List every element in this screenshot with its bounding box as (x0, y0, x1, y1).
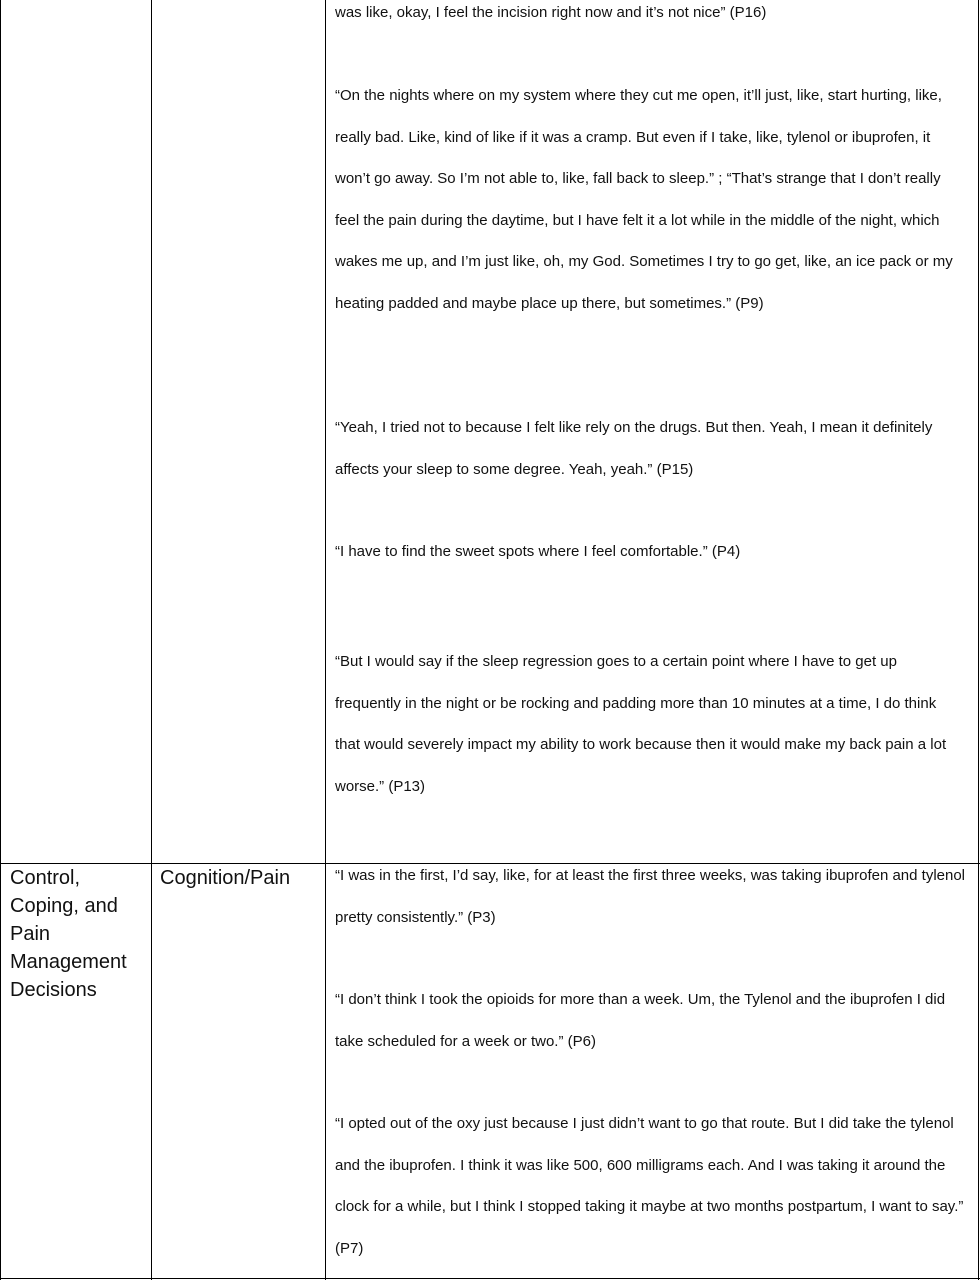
subtheme-cell: Cognition/Pain (160, 867, 291, 889)
quote-p13: “But I would say if the sleep regression goes to a certain point where I have to get up frequently in the night or be rocking and padding more than 10 minutes at a time, I do think that would severely impact my ability to work because then it would make my back pain a lot worse.” (P13) (335, 653, 947, 795)
table-border-right (978, 0, 979, 1280)
table-border-left (0, 0, 1, 1280)
table-border-col1 (151, 0, 152, 1280)
quote-p16: was like, okay, I feel the incision right now and it’s not nice” (P16) (335, 4, 767, 21)
quote-p6: “I don’t think I took the opioids for more than a week. Um, the Tylenol and the ibuprofen I did take scheduled for a week or two.” (P6) (335, 991, 946, 1050)
quote-p4: “I have to find the sweet spots where I feel comfortable.” (P4) (335, 543, 741, 560)
quote-p15: “Yeah, I tried not to because I felt like rely on the drugs. But then. Yeah, I mean it definitely affects your sleep to some degree. Yeah, yeah.” (P15) (335, 419, 933, 478)
theme-cell: Control, Coping, and Pain Management Decisions (10, 867, 127, 1001)
quote-p9: “On the nights where on my system where they cut me open, it’ll just, like, start hurting, like, really bad. Like, kind of like if it was a cramp. But even if I take, like, tylenol or ibuprofen, it won’t go away. So I’m not able to, like, fall back to sleep.” ; “That’s strange that I don’t really feel the pain during the daytime, but I have felt it a lot while in the middle of the night, which wakes me up, and I’m just like, oh, my God. Sometimes I try to go get, like, an ice pack or my heating padded and maybe place up there, but sometimes.” (P9) (335, 87, 953, 312)
quote-p7: “I opted out of the oxy just because I just didn’t want to go that route. But I did take the tylenol and the ibuprofen. I think it was like 500, 600 milligrams each. And I was taking it around the clock for a while, but I think I stopped taking it maybe at two months postpartum, I want to say.” (P7) (335, 1115, 964, 1257)
table-border-col2 (325, 0, 326, 1280)
quote-p3: “I was in the first, I’d say, like, for at least the first three weeks, was taking ibuprofen and tylenol pretty consistently.” (P3) (335, 867, 966, 926)
table-border-bottom (0, 1278, 980, 1279)
